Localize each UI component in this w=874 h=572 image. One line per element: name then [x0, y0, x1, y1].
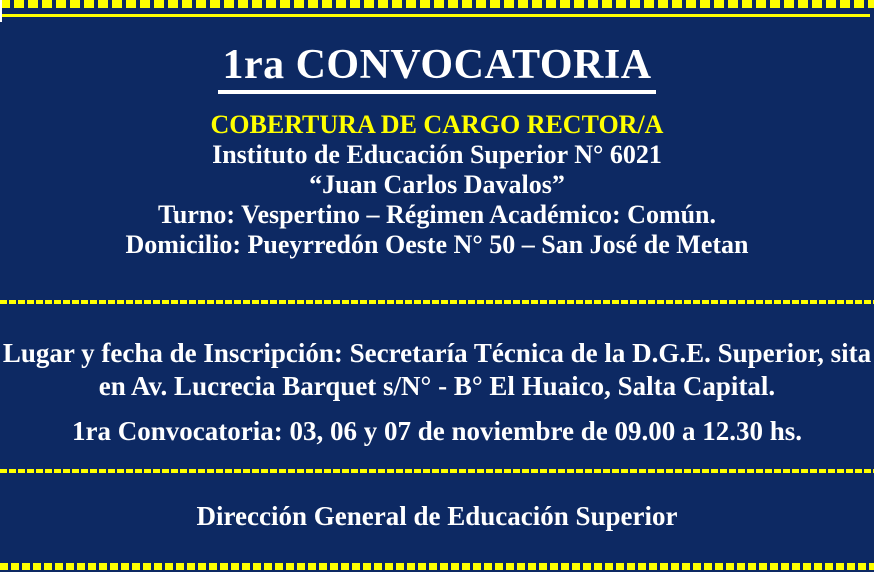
institute-address: Domicilio: Pueyrredón Oeste N° 50 – San José de Metan [125, 230, 749, 259]
organization-name: Dirección General de Educación Superior [196, 501, 678, 531]
inscription-line-1: Lugar y fecha de Inscripción: Secretaría Técnica de la D.G.E. Superior, sita [2, 338, 872, 368]
dashed-divider [0, 469, 874, 473]
inscription-info [0, 337, 874, 403]
subtitle-cargo: COBERTURA DE CARGO RECTOR/A [210, 110, 664, 139]
text-cursor-artifact [0, 0, 2, 22]
convocatoria-schedule: 1ra Convocatoria: 03, 06 y 07 de noviembre de 09.00 a 12.30 hs. [72, 416, 802, 446]
dashed-divider [0, 300, 874, 304]
shift-and-regime: Turno: Vespertino – Régimen Académico: Común. [157, 200, 717, 229]
institute-alias: “Juan Carlos Davalos” [309, 170, 565, 199]
bottom-dashed-border [0, 563, 874, 570]
top-dashed-border [0, 0, 874, 8]
page-title-text: 1ra CONVOCATORIA [218, 41, 655, 94]
institute-name: Instituto de Educación Superior N° 6021 [212, 140, 662, 169]
inscription-line-2: en Av. Lucrecia Barquet s/N° - B° El Huaico, Salta Capital. [98, 371, 776, 401]
page-title [0, 41, 874, 94]
top-solid-rule [0, 14, 870, 17]
